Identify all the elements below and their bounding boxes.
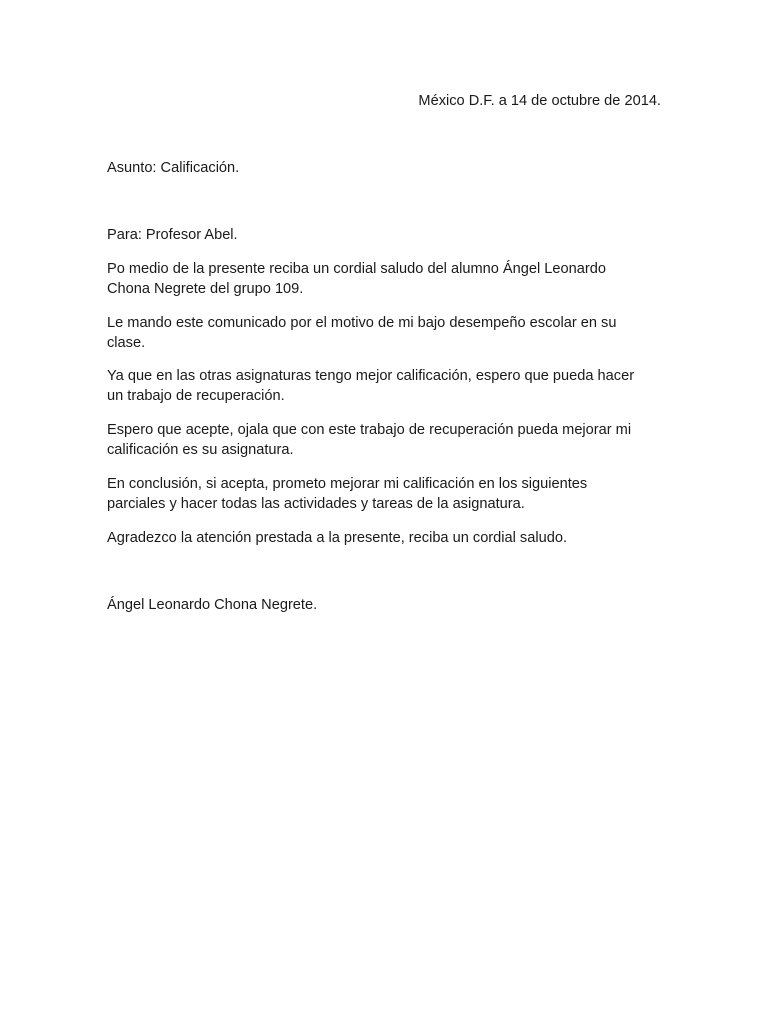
paragraph-reason-line-1: Le mando este comunicado por el motivo de mi bajo desempeño escolar en su [107,315,617,331]
paragraph-reason-line-2: clase. [107,335,146,351]
paragraph-conclusion-line-1: En conclusión, si acepta, prometo mejorar mi calificación en los siguientes [107,476,588,492]
paragraph-greeting-line-1: Po medio de la presente reciba un cordial saludo del alumno Ángel Leonardo [107,261,606,277]
signature-name: Ángel Leonardo Chona Negrete. [107,597,318,613]
paragraph-context-line-1: Ya que en las otras asignaturas tengo mejor calificación, espero que pueda hacer [107,368,635,384]
paragraph-request-line-2: calificación es su asignatura. [107,442,294,458]
paragraph-conclusion-line-2: parciales y hacer todas las actividades y tareas de la asignatura. [107,496,525,512]
paragraph-greeting-line-2: Chona Negrete del grupo 109. [107,281,304,297]
subject-line: Asunto: Calificación. [107,160,240,176]
paragraph-thanks: Agradezco la atención prestada a la presente, reciba un cordial saludo. [107,530,567,546]
recipient-line: Para: Profesor Abel. [107,227,238,243]
date-line: México D.F. a 14 de octubre de 2014. [418,93,661,109]
paragraph-request-line-1: Espero que acepte, ojala que con este trabajo de recuperación pueda mejorar mi [107,422,632,438]
paragraph-context-line-2: un trabajo de recuperación. [107,388,285,404]
